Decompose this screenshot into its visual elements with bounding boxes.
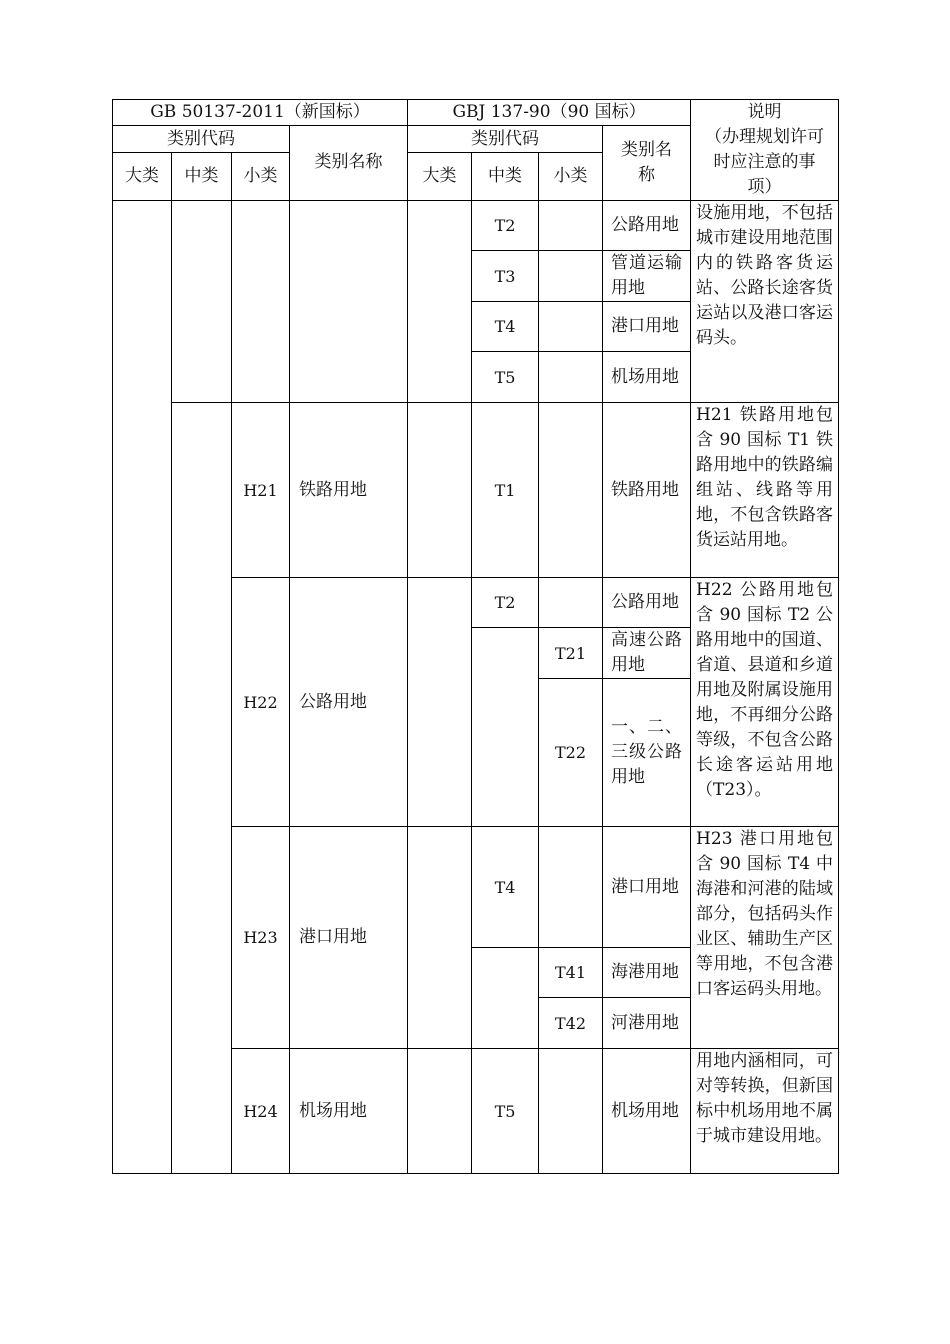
note-subtitle: （办理规划许可时应注意的事项） — [705, 127, 825, 197]
new-name-h24: 机场用地 — [290, 1049, 408, 1174]
old-code-h23-t4: T4 — [472, 827, 539, 948]
old-name-t2: 公路用地 — [603, 201, 691, 251]
new-minor-cell — [232, 201, 290, 403]
old-minor-empty — [539, 403, 603, 578]
land-use-comparison-table — [112, 99, 839, 1174]
new-standard-header: GB 50137-2011（新国标） — [113, 100, 408, 126]
old-name-t42: 河港用地 — [603, 998, 691, 1049]
old-middle-empty — [472, 948, 539, 1049]
old-major-empty — [408, 403, 472, 578]
new-name-cell — [290, 201, 408, 403]
old-name-t21: 高速公路用地 — [603, 628, 691, 679]
note-h22: H22 公路用地包含 90 国标 T2 公路用地中的国道、省道、县道和乡道用地及附属设施用地，不再细分公路等级，不包含公路长途客运站用地（T23）。 — [691, 578, 839, 827]
old-code-t21: T21 — [539, 628, 603, 679]
old-name-t4: 港口用地 — [603, 302, 691, 352]
old-minor-empty — [539, 201, 603, 251]
new-code-h22: H22 — [232, 578, 290, 827]
old-code-t5: T5 — [472, 352, 539, 403]
old-name-h23-t4: 港口用地 — [603, 827, 691, 948]
note-h23: H23 港口用地包含 90 国标 T4 中海港和河港的陆域部分，包括码头作业区、辅助生产区等用地，不包含港口客运码头用地。 — [691, 827, 839, 1049]
old-major-cell — [408, 201, 472, 403]
old-minor-empty — [539, 578, 603, 628]
new-code-h23: H23 — [232, 827, 290, 1049]
old-name-t41: 海港用地 — [603, 948, 691, 998]
new-minor-header: 小类 — [232, 153, 290, 201]
new-category-name-header: 类别名称 — [290, 126, 408, 201]
old-name-t3: 管道运输用地 — [603, 251, 691, 302]
old-code-t3: T3 — [472, 251, 539, 302]
old-code-h22-t2: T2 — [472, 578, 539, 628]
old-middle-header: 中类 — [472, 153, 539, 201]
note-top: 设施用地，不包括城市建设用地范围内的铁路客货运站、公路长途客货运站以及港口客运码头。 — [691, 201, 839, 403]
new-code-h24: H24 — [232, 1049, 290, 1174]
old-name-t22: 一、二、三级公路用地 — [603, 679, 691, 827]
old-major-empty — [408, 1049, 472, 1174]
old-code-t41: T41 — [539, 948, 603, 998]
old-minor-empty — [539, 251, 603, 302]
old-major-empty — [408, 578, 472, 827]
old-code-t42: T42 — [539, 998, 603, 1049]
new-name-h21: 铁路用地 — [290, 403, 408, 578]
new-middle-cell — [172, 201, 232, 403]
old-code-t4: T4 — [472, 302, 539, 352]
old-name-h24-t5: 机场用地 — [603, 1049, 691, 1174]
old-middle-empty — [472, 628, 539, 827]
old-major-header: 大类 — [408, 153, 472, 201]
old-minor-empty — [539, 827, 603, 948]
new-middle-cell-h2 — [172, 403, 232, 1174]
new-major-header: 大类 — [113, 153, 172, 201]
old-standard-header: GBJ 137-90（90 国标） — [408, 100, 691, 126]
new-category-code-header: 类别代码 — [113, 126, 290, 153]
old-code-t2: T2 — [472, 201, 539, 251]
note-title: 说明 — [747, 102, 782, 122]
old-name-t5: 机场用地 — [603, 352, 691, 403]
note-header — [691, 100, 839, 201]
old-category-name-header: 类别名称 — [603, 126, 691, 201]
note-h24: 用地内涵相同，可对等转换，但新国标中机场用地不属于城市建设用地。 — [691, 1049, 839, 1174]
old-major-empty — [408, 827, 472, 1049]
note-h21: H21 铁路用地包含 90 国标 T1 铁路用地中的铁路编组站、线路等用地，不包含铁路客货运站用地。 — [691, 403, 839, 578]
new-major-cell — [113, 201, 172, 1174]
old-code-h24-t5: T5 — [472, 1049, 539, 1174]
old-code-t22: T22 — [539, 679, 603, 827]
old-minor-header: 小类 — [539, 153, 603, 201]
old-name-t1: 铁路用地 — [603, 403, 691, 578]
old-category-code-header: 类别代码 — [408, 126, 603, 153]
old-minor-empty — [539, 302, 603, 352]
old-minor-empty — [539, 1049, 603, 1174]
old-name-h22-t2: 公路用地 — [603, 578, 691, 628]
old-minor-empty — [539, 352, 603, 403]
old-code-t1: T1 — [472, 403, 539, 578]
new-name-h22: 公路用地 — [290, 578, 408, 827]
new-middle-header: 中类 — [172, 153, 232, 201]
new-name-h23: 港口用地 — [290, 827, 408, 1049]
new-code-h21: H21 — [232, 403, 290, 578]
